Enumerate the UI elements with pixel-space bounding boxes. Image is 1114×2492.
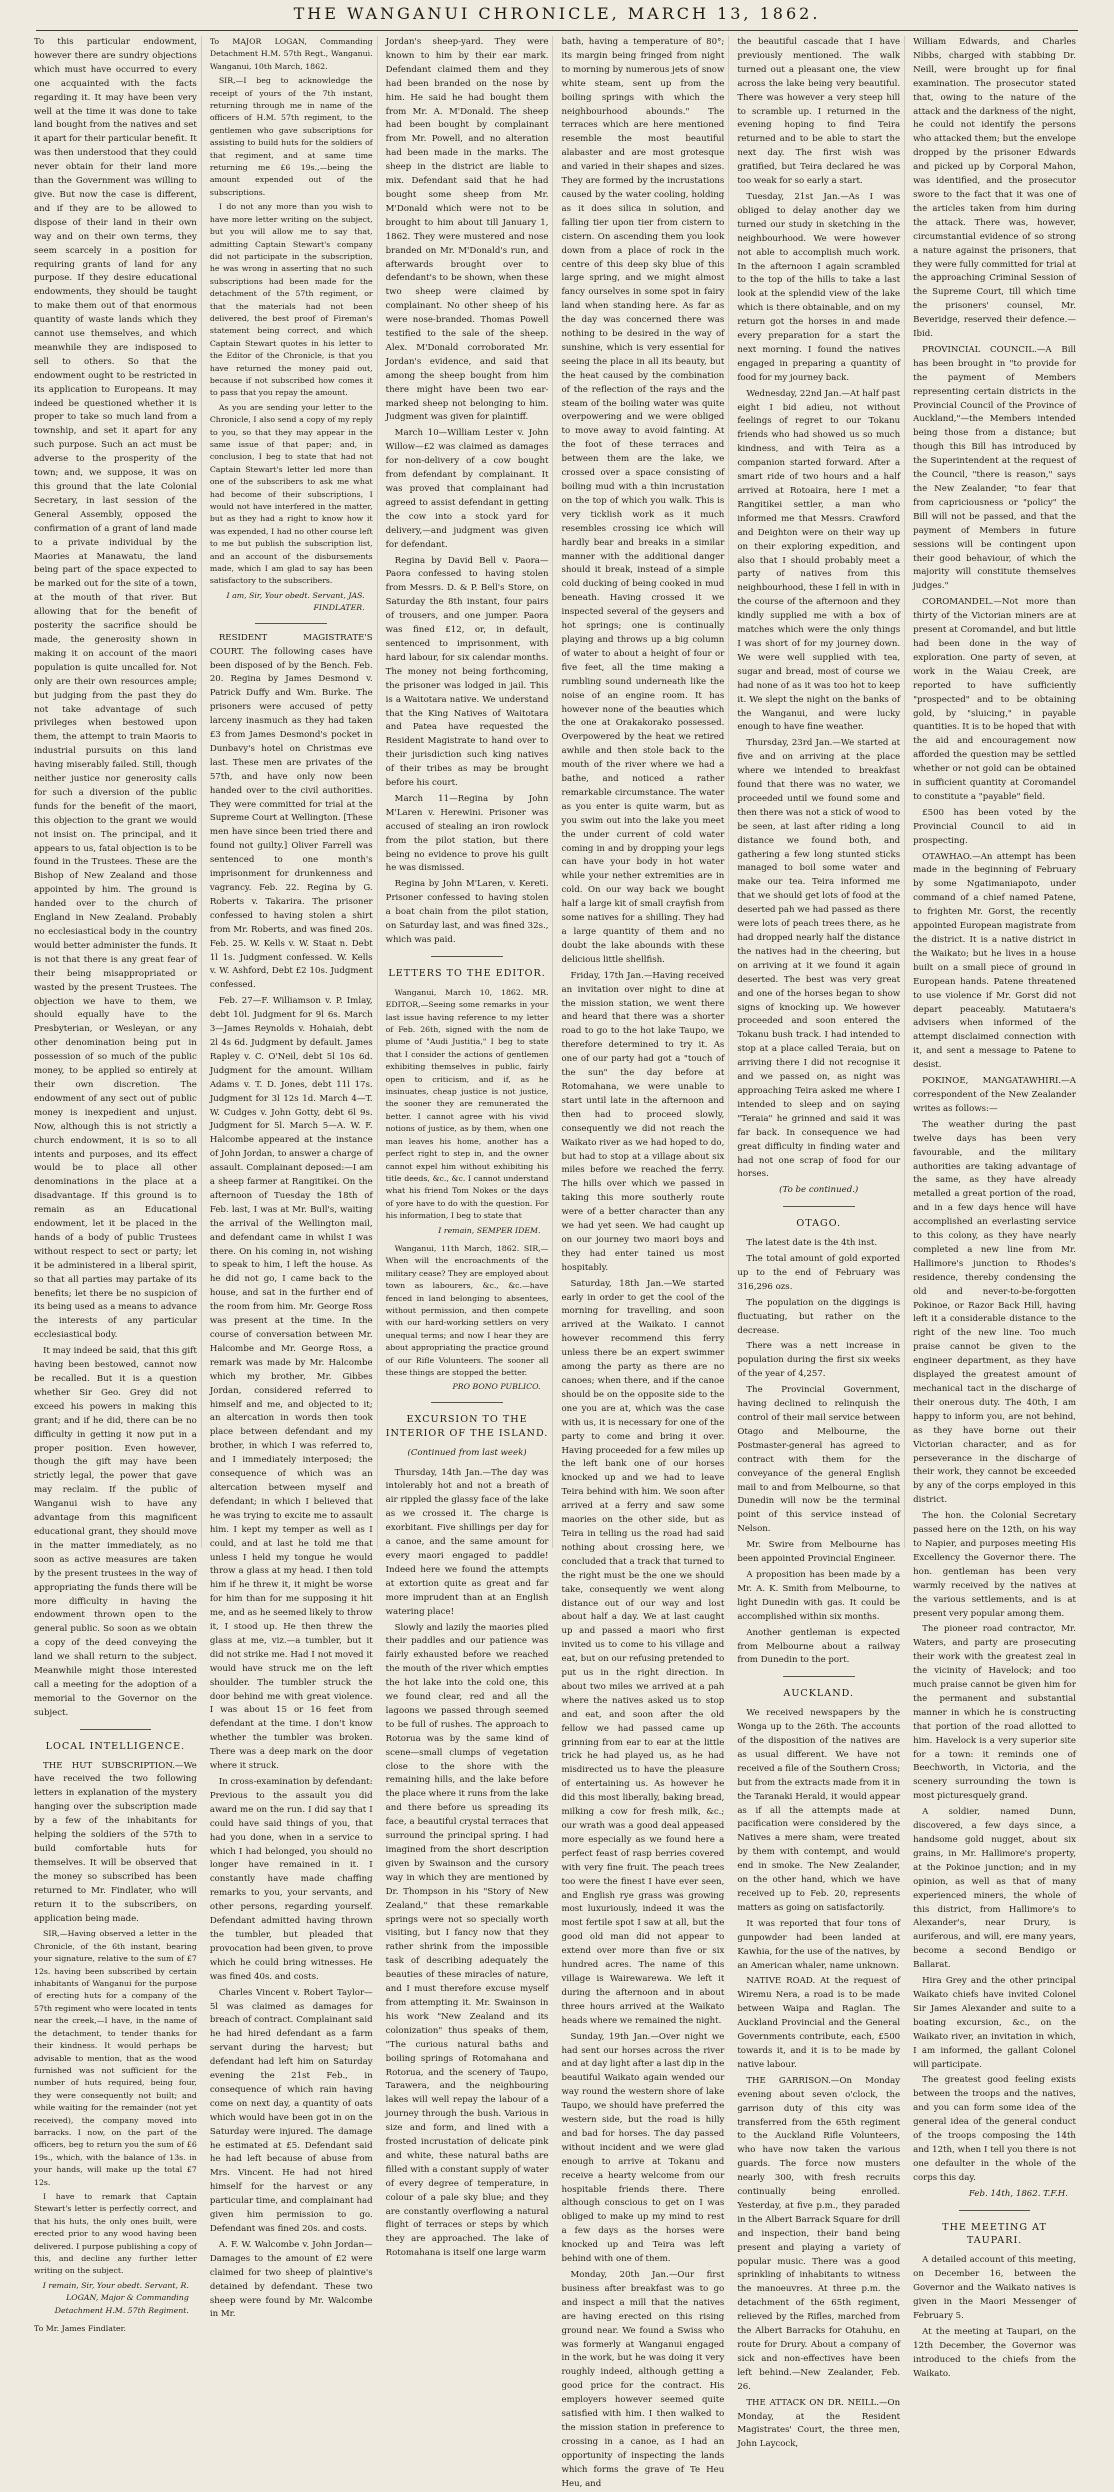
article-paragraph: Monday, 20th Jan.—Our first business after breakfast was to go and inspect a mill that the natives are having erected on this rising ground near. We found a Swiss who was formerly at Wanganui engaged in the work, but he was doing it very roughly indeed, although getting a good price for the contract. His employers however seemed quite satisfied with him. I then walked to the mission station in preference to crossing in a canoe, as I had an opportunity of inspecting the lands which forms the grave of Te Heu Heu, and <box>561 2270 725 2489</box>
masthead-rule <box>36 30 1078 31</box>
article-paragraph: THE HUT SUBSCRIPTION.—We have received the two following letters in explanation of the mystery hanging over the subscription made by a few of the inhabitants for helping the soldiers of the 57th to build comfortable huts for themselves. It will be observed that the money so subscribed has been returned to Mr. Findlater, who will return it to the subscribers, on application being made. <box>34 1760 197 1924</box>
letter-address: To MAJOR LOGAN, Commanding Detachment H.M. 57th Regt., Wanganui. Wanganui, 10th March, 1862. <box>209 37 373 71</box>
article-paragraph: Feb. 27—F. Williamson v. P. Imlay, debt 10l. Judgment for 9l 6s. March 3—James Reynolds v. Hohaiah, debt 2l 4s 6d. Judgment by default. James Rapley v. C. O'Neil, debt 5l 10s 6d. Judgment for the amount. William Adams v. T. D. Jones, debt 11l 17s. Judgment for 3l 12s 1d. March 4—T. W. Cudges v. John Gotty, debt 6l 9s. Judgment for 5l. March 5—A. W. F. Halcombe appeared at the instance of John Jordan, to answer a charge of assault. Complainant deposed:—I am a sheep farmer at Rangitikei. On the afternoon of Tuesday the 18th of Feb. last, I was at Mr. Bull's, waiting the arrival of the Wellington mail, and defendant came in whilst I was there. On his coming in, not wishing to speak to him, I left the house. As he did not go, I came back to the house, and sat in the further end of the room from him. Mr. George Ross was present at the time. In the course of conversation between Mr. Halcombe and Mr. George Ross, a remark was made by Mr. Halcombe which my brother, Mr. Gibbes Jordan, considered referred to himself and me, and objected to it; an altercation in words then took place between defendant and my brother, in which I was referred to, and I immediately interposed; the consequence of which was an altercation between myself and defendant; in which I believed that he was trying to excite me to assault him. I kept my temper as well as I could, and at last he told me that unless I held my tongue he would throw a glass at my head. I then told him if he threw it, it might be worse for him than for me supposing it hit me, and as he seemed likely to throw it, I stood up. He then threw the glass at me, viz.—a tumbler, but it did not strike me. Had I not moved it would have struck me on the left shoulder. The tumbler struck the door behind me with great violence. I was about 15 or 16 feet from defendant at the time. I don't know whether the tumbler was broken. There was a deep mark on the door where it struck. <box>209 996 373 1772</box>
article-paragraph: Sunday, 19th Jan.—Over night we had sent our horses across the river and at day light after a last dip in the beautiful Waikato again wended our way round the western shore of lake Taupo, we should have preferred the western side, but the road is hilly and bad for horses. The day passed without incident and we were glad enough to arrive at Tokanu and receive a hearty welcome from our hospitable friends there. There although conscious to get on I was obliged to make up my mind to rest a few days as the horses were knocked up and Teira was left behind with one of them. <box>561 2031 725 2265</box>
column-1 <box>34 36 202 2334</box>
column-3 <box>385 36 554 2259</box>
article-paragraph: Thursday, 23rd Jan.—We started at five and on arriving at the place where we intended to breakfast found that there was no water, we proceeded until we found some and then there was not a stick of wood to be seen, at last after riding a long distance we found both, and gathering a few long stunted sticks managed to boil some water and make our tea. Teira informed me that we should get lots of food at the deserted pah we had passed as there were lots of peach trees there, as he had dropped nearly half the distance the natives had in the cheering, but on arriving at it we found it again deserted. The best was very great and one of the horses began to show signs of knocking up. We however proceeded and soon entered the Tokanu bush track. I had intended to stop at a place called Teraia, but on arriving there I did not recognise it and we passed on, as night was approaching Teira asked me where I intended to sleep and on saying "Teraia" he grinned and said it was far back. In consequence we had great difficulty in finding water and had not one scrap of food for our horses. <box>737 738 901 1180</box>
article-paragraph: Thursday, 14th Jan.—The day was intolerably hot and not a breath of air rippled the glassy face of the lake as we crossed it. The charge is exorbitant. Five shillings per day for a canoe, and the same amount for every maori engaged to paddle! Indeed here we found the attempts at extortion quite as great and far more imprudent than at an English watering place! <box>385 1467 549 1617</box>
column-2 <box>209 36 378 2320</box>
article-paragraph: Charles Vincent v. Robert Taylor—5l was claimed as damages for breach of contract. Complainant said he had hired defendant as a farm servant during the harvest; but defendant had left him on Saturday evening the 21st Feb., in consequence of which rain having come on next day, a quantity of oats which would have been got in on the Saturday were injured. The damage he estimated at £5. Defendant said he had left because of abuse from Mrs. Vincent. He had not hired himself for the harvest or any particular time, and complainant had given him permission to go. Defendant was fined 20s. and costs. <box>209 1987 373 2234</box>
article-paragraph: THE GARRISON.—On Monday evening about seven o'clock, the garrison duty of this city was transferred from the 65th regiment to the Auckland Rifle Volunteers, who have now taken the various guards. The force now musters nearly 300, with fresh recruits continually being enrolled. Yesterday, at five p.m., they paraded in the Albert Barrack Square for drill and inspection, their band being present and playing a variety of popular music. There was a good sprinkling of inhabitants to witness the manoeuvres. At three p.m. the detachment of the 65th regiment, relieved by the Rifles, marched from the Albert Barracks for Otahuhu, en route for Drury. About a company of sick and non-effectives have been left behind.—New Zealander, Feb. 26. <box>737 2075 901 2392</box>
divider <box>783 1676 855 1677</box>
section-heading: LETTERS TO THE EDITOR. <box>388 967 546 979</box>
letter-signature: PRO BONO PUBLICO. <box>452 1382 541 1392</box>
article-paragraph: RESIDENT MAGISTRATE'S COURT. The following cases have been disposed of by the Bench. Feb. 20. Regina by James Desmond v. Patrick Duffy and Wm. Burke. The prisoners were accused of petty larceny inasmuch as they had taken £3 from James Desmond's pocket in Dunbavy's hotel on Christmas eve last. These men are privates of the 57th, and have only now been handed over to the civil authorities. They were committed for trial at the Supreme Court at Wellington. [These men have since been tried there and found not guilty.] Oliver Farrell was sentenced to one month's imprisonment for drunkenness and vagrancy. Feb. 22. Regina by G. Roberts v. Takarira. The prisoner confessed to having stolen a shirt from Mr. Roberts, and was fined 20s. Feb. 25. W. Kells v. W. Staat n. Debt 1l 1s. Judgment confessed. W. Kells v. W. Ashford, Debt £2 10s. Judgment confessed. <box>209 632 373 991</box>
article-paragraph: To this particular endowment, however there are sundry objections which must have occurred to every one acquainted with the facts regarding it. It may have been very well at the time it was done to take land bought from the natives and set it apart for their particular benefit. It was then understood that they could never obtain for their land more than the Government was willing to give. But now the case is different, and if they are to be allowed to dispose of their land in their own way and on their own terms, they seem scarcely in a position for requiring grants of land for any purpose. If they desire educational endowments, they should be taught to make them out of that enormous quantity of waste lands which they cannot use themselves, and which meanwhile they are indisposed to sell to others. So that the endowment ought to be restricted in its application to Europeans. It may indeed be questioned whether it is proper to take so much land from a township, and set it apart for any such purpose. Such an act must be adverse to the prosperity of the town; and, we suppose, it was on this ground that the late Colonial Secretary, in last session of the General Assembly, opposed the confirmation of a grant of land made to a private individual by the Maories at Manawatu, the land being part of the space expected to be marked out for the site of a town, at the mouth of that river. But allowing that for the benefit of posterity the sacrifice should be made, the generosity shown in making it on account of the maori population is quite uncalled for. Not only are their own resources ample; but judging from the past they do not take advantage of such privileges when bestowed upon them, the attempt to train Maoris to industrial pursuits on this land having miserably failed. Still, though neither justice nor generosity calls for such a diversion of the public funds for the benefit of the maori, this objection to the grant we would not insist on. The principal, and it appears to us, fatal objection is to be found in the Trustees. These are the Bishop of New Zealand and those appointed by him. The ground is handed over to the church of England in New Zealand. Probably no ecclesiastical body in the country would better administer the funds. It is not that there is any great fear of their being misappropriated or wasted by the present Trustees. The objection we have to them, we should equally have to the Presbyterian, or Wesleyan, or any other denomination being put in possession of so much of the public money, to be applied so entirely at their own discretion. The endowment of any sect out of public money is inexpedient and unjust. Now, although this is not strictly a church endowment, it is so to all intents and purposes, and its effect would be to place all other denominations in the place at a disadvantage. If this ground is to remain as an Educational endowment, let it be placed in the hands of a body of public Trustees without respect to sect or party; let it be administered in a liberal spirit, so that all parties may partake of its benefits; let there be no suspicion of its being used as a means to advance the interests of any particular ecclesiastical body. <box>34 37 197 1341</box>
divider <box>783 1206 855 1207</box>
column-4 <box>561 36 729 2489</box>
letter-paragraph: SIR,—Having observed a letter in the Chronicle, of the 6th instant, bearing your signature, relative to the sum of £7 12s. having been subscribed by certain inhabitants of Wanganui for the purpose of erecting huts for a company of the 57th regiment who were located in tents near the creek,—I have, in the name of the detachment, to tender thanks for their kindness. It would perhaps be advisable to mention, that as the wood furnished was not sufficient for the number of huts required, being four, they were consequently not built; and while waiting for the remainder (not yet received), the company moved into barracks. I now, on the part of the officers, beg to return you the sum of £6 19s., which, with the balance of 13s. in your hands, will make up the total £7 12s. <box>34 1929 197 2187</box>
article-paragraph: POKINOE, MANGATAWHIRI.—A correspondent of the New Zealander writes as follows:— <box>913 1076 1076 1114</box>
article-paragraph: The total amount of gold exported up to the end of February was 316,296 ozs. <box>737 1254 901 1292</box>
letter-paragraph: Wanganui, 11th March, 1862. SIR,—When will the encroachments of the military cease? They are employed about town as labourers, &c., &c.—have fenced in land belonging to absentees, without permission, and then compete with our hard-working settlers on very unequal terms; and now I hear they are about appropriating the practice ground of our Rifle Volunteers. The sooner all these things are stopped the better. <box>385 1243 549 1377</box>
article-paragraph: NATIVE ROAD. At the request of Wiremu Nera, a road is to be made between Waipa and Raglan. The Auckland Provincial and the General Governments contribute, each, £500 towards it, and it is to be made by native labour. <box>737 1976 901 2070</box>
letter-paragraph: SIR,—I beg to acknowledge the receipt of yours of the 7th instant, returning through me in name of the officers of H.M. 57th regiment, to the gentlemen who gave subscriptions for assisting to build huts for the soldiers of that regiment, and at same time returning me £6 19s.,—being the amount expended out of the subscriptions. <box>209 76 373 197</box>
article-paragraph: OTAWHAO.—An attempt has been made in the beginning of February by some Ngatimaniapoto, under command of a chief named Patene, to frighten Mr. Gorst, the recently appointed European magistrate from the district. It is a native district in the Waikato; but he lives in a house built on a small piece of ground in European hands. Patene threatened to use violence if Mr. Gorst did not depart peaceably. Matutaera's advisers when informed of the attempt disclaimed connection with it, and sent a message to Patene to desist. <box>913 851 1076 1071</box>
article-paragraph: Slowly and lazily the maories plied their paddles and our patience was fairly exhausted before we reached the mouth of the river which empties the hot lake into the cold one, this we found clear, red and all the lagoons we passed through seemed to be full of rushes. The approach to Rotorua was by the same kind of scene—small clumps of vegetation close to the shore with the remaining hills, and the lake before the place where it runs from the lake and there before us spreading its face, a beautiful crystal terraces that surround the principal spring. I had imagined from the short description given by Swainson and the cursory way in which they are mentioned by Dr. Thompson in his "Story of New Zealand," that these remarkable springs were not so specially worth visiting, but I fancy now that they rather shrink from the impossible task of describing adequately the beauties of these miracles of nature, and I must therefore excuse myself from attempting it. Mr. Swainson in his work "New Zealand and its colonization" thus speaks of them, "The curious natural baths and boiling springs of Rotomahana and Rotorua, and the scenery of Taupo, Tarawera, and the neighbouring lakes will well repay the labour of a journey through the bush. Various in size and form, and lined with a frosted incrustation of delicate pink and white, these natural baths are filled with a constant supply of water of every degree of temperature, in colour of a pale sky blue; and they are constantly overflowing a natural flight of terraces or steps by which they are approached. The lake of Rotomahana is itself one large warm <box>385 1622 549 2259</box>
article-paragraph: Wednesday, 22nd Jan.—At half past eight I bid adieu, not without feelings of regret to our Tokanu friends who had showed us so much kindness, and with Teira as a companion started forward. After a smart ride of two hours and a half arrived at Rotoaira, here I met a Rangitikei settler, a man who informed me that Messrs. Crawford and Deighton were on their way up on their exploring expedition, and also that I should probably meet a party of natives from this neighbourhood, these I fell in with in the course of the afternoon and they kindly supplied me with a box of matches which were the only things I was short of for my journey down. We were well supplied with tea, sugar and bread, most of course we had none of as it was too hot to keep it. We slept the night on the banks of the Wanganui, and were lucky enough to have fine weather. <box>737 388 901 733</box>
masthead <box>0 4 1114 30</box>
article-paragraph: Regina by David Bell v. Paora—Paora confessed to having stolen from Messrs. D. & P. Bell's Store, on Saturday the 8th instant, four pairs of trousers, and one jumper. Paora was fined £12, or, in default, sentenced to imprisonment, with hard labour, for six calendar months. The money not being forthcoming, the prisoner was lodged in jail. This is a Waitotara native. We understand that the King Natives of Waitotara and Patea have requested the Resident Magistrate to hand over to their jurisdiction such king natives of their tribes as may be brought before his court. <box>385 555 549 789</box>
section-heading: EXCURSION TO THE INTERIOR OF THE ISLAND. <box>385 1413 549 1439</box>
article-paragraph: Regina by John M'Laren, v. Kereti. Prisoner confessed to having stolen a boat chain from the pilot station, on Saturday last, and was fined 32s., which was paid. <box>385 879 549 945</box>
article-paragraph: £500 has been voted by the Provincial Council to aid in prospecting. <box>913 807 1076 846</box>
article-paragraph: A proposition has been made by a Mr. A. K. Smith from Melbourne, to light Dunedin with gas. It could be accomplished within six months. <box>737 1569 901 1622</box>
article-paragraph: It may indeed be said, that this gift having been bestowed, cannot now be recalled. But it is a question whether Sir Geo. Grey did not exceed his powers in making this grant; and if he did, there can be no difficulty in getting it now put in a proper position. Even however, though the gift may have been strictly legal, the power that gave may reclaim. If the public of Wanganui wish to have any advantage from this magnificent educational grant, they should move in the matter immediately, as no soon as active measures are taken by the present trustees in the way of appropriating the funds there will be more difficulty in having the endowment thrown open to the general public. So soon as we obtain a copy of the deed conveying the land we shall return to the subject. Meanwhile might those interested call a meeting for the adoption of a memorial to the Governor on the subject. <box>34 1346 197 1718</box>
section-heading: OTAGO. <box>796 1218 842 1230</box>
article-paragraph: The latest date is the 4th inst. <box>746 1238 878 1249</box>
letter-signature: I remain, SEMPER IDEM. <box>438 1225 541 1235</box>
article-paragraph: We received newspapers by the Wonga up to the 26th. The accounts of the disposition of the natives are as usual different. We have not received a file of the Southern Cross; but from the extracts made from it in the Taranaki Herald, it would appear as if all the attempts made at pacification were considered by the Natives a mere sham, were treated by them with contempt, and would end in smoke. The New Zealander, on the other hand, which we have received up to Feb. 20, represents matters as going on satisfactorily. <box>737 1708 901 1913</box>
article-paragraph: Jordan's sheep-yard. They were known to him by their ear mark. Defendant claimed them and they had been branded on the nose by him. He said he had bought them from Mr. A. M'Donald. The sheep had been bought by complainant from Mr. Powell, and no alteration had been made in the marks. The sheep in the district are liable to mix. Defendant said that he had bought some sheep from Mr. M'Donald which were not to be brought to him about till January 1, 1862. They were mustered and nose branded on Mr. M'Donald's run, and afterwards brought over to defendant's to be shown, when these two sheep were claimed by complainant. No other sheep of his were nose-branded. Thomas Powell testified to the sale of the sheep. Alex. M'Donald corroborated Mr. Jordan's evidence, and said that among the sheep bought from him there might have been two ear-marked sheep not belonging to him. Judgment was given for plaintiff. <box>385 37 549 423</box>
article-paragraph: Tuesday, 21st Jan.—As I was obliged to delay another day we turned our study in sketching in the neighbourhood. We were however not able to accomplish much work. In the afternoon I again scrambled to the top of the hills to take a last look at the splendid view of the lake which is there obtainable, and on my return got the horses in and made every preparation for a start the next morning. I found the natives engaged in preparing a quantity of food for my journey back. <box>737 191 901 383</box>
letter-paragraph: Wanganui, March 10, 1862. MR. EDITOR,—Seeing some remarks in your last issue having reference to my letter of Feb. 26th, signed with the nom de plume of "Audi Justitia," I beg to state that I consider the actions of gentlemen exhibiting themselves in public, fairly open to criticism, and if, as he insinuates, cheap justice is not justice, the sooner they are remunerated the better. I cannot agree with his vivid notions of justice, as by them, when one man leaves his home, another has a perfect right to step in, and the owner cannot expel him without exhibiting his title deeds, &c., &c. I cannot understand what his friend Tom Nokes or the days of yore have to do with the question. For his information, I beg to state that <box>385 987 549 1221</box>
letter-paragraph: I do not any more than you wish to have more letter writing on the subject, but you will allow me to say that, admitting Captain Stewart's company did not participate in the subscription, he was wrong in asserting that no such subscriptions had been made for the detachment of the 57th regiment, or that the materials had not been delivered, the best proof of Fireman's statement being correct, and which Captain Stewart quotes in his letter to the Editor of the Chronicle, is that you have returned the money paid out, because if not subscribed how comes it to pass that you repay the amount. <box>209 202 373 398</box>
article-paragraph: The weather during the past twelve days has been very favourable, and the military authorities are taking advantage of the same, as they have already metalled a great portion of the road, and in a few days hence will have accomplished an everlasting service to this colony, as they have nearly completed a new line from Mr. Hallimore's junction to Rhodes's residence, thereby condensing the old and never-to-be-forgotten Pokinoe, or Razor Back Hill, having left it a considerable distance to the right of the new line. Too much praise cannot be given to the engineer department, as they have displayed the greatest amount of mechanical tact in the discharge of their onerous duty. The 40th, I am happy to inform you, are not behind, as they have borne out their Victorian character, and as for perseverance in the discharge of their work, they cannot be exceeded by any of the corps employed in this district. <box>913 1119 1076 1506</box>
article-paragraph: bath, having a temperature of 80°; its margin being fringed from night to morning by numerous jets of snow white steam, sent up from the boiling springs with which the neighbourhood abounds." The terraces which are here mentioned resemble the most beautiful alabaster and are most grotesque and varied in their shapes and sizes. They are formed by the incrustations caused by the water cooling, holding as it does silica in solution, and falling tier upon tier from cistern to cistern. On ascending them you look down from a place of rock in the centre of this deep sky blue of this large spring, and we might almost fancy ourselves in some spot in fairy land when standing here. As far as the day was concerned there was nothing to be desired in the way of sunshine, which is very essential for seeing the place in all its beauty, but the heat caused by the combination of the reflection of the rays and the steam of the boiling water was quite overpowering and we were obliged to move away to avoid fainting. At the foot of these terraces and between them are the lake, we crossed over a space consisting of boiling mud with a thin incrustation on the top of which you walk. This is very ticklish work as it much resembles crossing ice which will hardly bear and breaks in a similar manner with the additional danger should it break, instead of a simple cold ducking of being cooked in mud beneath. Having crossed it we inspected several of the geysers and hot springs; one is continually playing and throws up a big column of water to about a height of four or five feet, all the time making a rumbling sound underneath like the noise of an engine room. It has however none of the beauties which the one at Orakakorako possessed. Overpowered by the heat we retired awhile and then stole back to the mouth of the river where we had a bathe, and noticed a rather remarkable circumstance. The water as you enter is quite warm, but as you swim out into the lake you meet the under current of cold water coming in and by dropping your legs can have your body in hot water while your nether extremities are in cold. On our way back we bought half a large kit of small crayfish from some natives for a shilling. They had a large quantity of them and no doubt the lake abounds with these delicious little shellfish. <box>561 37 725 965</box>
article-paragraph: The Provincial Government, having declined to relinquish the control of their mail service between Otago and Melbourne, the Postmaster-general has agreed to contract with them for the conveyance of the general English mail to and from Melbourne, so that Dunedin will now be the terminal point of this service instead of Nelson. <box>737 1385 901 1535</box>
divider <box>80 1729 152 1730</box>
article-paragraph: A detailed account of this meeting, on December 16, between the Governor and the Waikato natives is given in the Maori Messenger of February 5. <box>913 2255 1076 2321</box>
column-5 <box>737 36 905 2450</box>
letter-signature: I am, Sir, Your obedt. Servant, JAS. FINDLATER. <box>226 590 365 613</box>
article-paragraph: March 11—Regina by John M'Laren v. Herewini. Prisoner was accused of stealing an iron rowlock from the pilot station, but there being no evidence to prove his guilt he was dismissed. <box>385 793 549 874</box>
newspaper-title: THE WANGANUI CHRONICLE, MARCH 13, 1862. <box>293 4 821 23</box>
article-paragraph: THE ATTACK ON DR. NEILL.—On Monday, at the Resident Magistrates' Court, the three men, John Laycock, <box>737 2397 901 2450</box>
section-heading: THE MEETING AT TAUPARI. <box>942 2221 1047 2247</box>
article-paragraph: At the meeting at Taupari, on the 12th December, the Governor was introduced to the chiefs from the Waikato. <box>913 2326 1076 2379</box>
article-paragraph: In cross-examination by defendant: Previous to the assault you did award me on the run. I did say that I could have said things of you, that had you done, when in a service to which I had belonged, you should no longer have remained in it. I constantly have made chaffing remarks to you, your servants, and other persons, regarding yourself. Defendant admitted having thrown the tumbler, but pleaded that provocation had been given, to prove which he could bring witnesses. He was fined 40s. and costs. <box>209 1777 373 1982</box>
letter-paragraph: I have to remark that Captain Stewart's letter is perfectly correct, and that his huts, the only ones built, were erected prior to any wood having been delivered. I purpose publishing a copy of this, and decline any further letter writing on the subject. <box>34 2191 197 2276</box>
article-paragraph: The population on the diggings is fluctuating, but rather on the decrease. <box>737 1297 901 1336</box>
section-heading: LOCAL INTELLIGENCE. <box>45 1740 186 1752</box>
article-paragraph: Saturday, 18th Jan.—We started early in order to get the cool of the morning for travelling, and soon arrived at the Waikato. I cannot however recommend this ferry unless there be an expert swimmer among the party as there are no canoes; when there, and if the canoe should be on the opposite side to the one you are at, which was the case with us, it is necessary for one of the party to come and bring it over. Having proceeded for a few miles up the left bank one of our horses knocked up and we had to leave Teira behind with him. We soon after arrived at a ferry and saw some maories on the other side, but as Teira in telling us the road had said nothing about crossing here, we concluded that a track that turned to the right must be the one we should take, consequently we went along distance out of our way and lost about half a day. We at last caught up and passed a maori who first invited us to come to his village and eat, but on our refusing pretended to put us in the right direction. In about two miles we arrived at a pah where the natives asked us to stop and eat, and soon after the old fellow we had passed came up grinning from ear to ear at the little trick he had played us, as he had misdirected us to have the pleasure of entertaining us. As however he did this most liberally, baking bread, milking a cow for fresh milk, &c.; our wrath was a good deal appeased more especially as we found here a perfect feast of rasp berries covered with very fine fruit. The peach trees too were the finest I have ever seen, and English rye grass was growing most luxuriously, indeed it was the most fertile spot I saw at all, but the good old man did not appear to extend over more than five or six hundred acres. The name of this village is Wairewarewa. We left it during the afternoon and in about three hours arrived at the Waikato heads where we remained the night. <box>561 1278 725 2026</box>
article-paragraph: The greatest good feeling exists between the troops and the natives, and you can form some idea of the general idea of the general conduct of the troops composing the 14th and 12th, when I tell you there is not one defaulter in the whole of the corps this day. <box>913 2075 1076 2183</box>
section-subheading: (Continued from last week) <box>407 1447 527 1458</box>
article-paragraph: the beautiful cascade that I have previously mentioned. The walk turned out a pleasant one, the view across the lake being very beautiful. There was however a very steep hill to scramble up. I returned in the evening hoping to find Teira returned and to be able to start the next day. The first wish was gratified, but Teira declared he was too weak for so early a start. <box>737 37 901 187</box>
newspaper-columns <box>34 36 1080 2489</box>
article-paragraph: A soldier, named Dunn, discovered, a few days since, a handsome gold nugget, about six grains, in Mr. Hallimore's property, at the Pokinoe junction; and in my opinion, as well as that of many experienced miners, the whole of this district, from Hallimore's to Alexander's, near Drury, is auriferous, and will, ere many years, become a second Bendigo or Ballarat. <box>913 1807 1076 1971</box>
letter-paragraph: As you are sending your letter to the Chronicle, I also send a copy of my reply to you, so that they may appear in the same issue of that paper; and, in conclusion, I beg to state that had not Captain Stewart's letter led more than one of the subscribers to ask me what had become of their subscriptions, I would not have interfered in the matter, but as they had a right to know how it was expended, I had no other course left to me but publish the subscription list, and an account of the disbursements made, which I am glad to say has been satisfactory to the subscribers. <box>209 402 373 586</box>
divider <box>959 2210 1031 2211</box>
article-paragraph: March 10—William Lester v. John Willow—£2 was claimed as damages for non-delivery of a cow bought from defendant by complainant. It was proved that complainant had agreed to assist defendant in getting the cow into a stock yard for delivery,—and judgment was given for defendant. <box>385 428 549 550</box>
article-paragraph: Another gentleman is expected from Melbourne about a railway from Dunedin to the port. <box>737 1627 901 1666</box>
article-paragraph: The hon. the Colonial Secretary passed here on the 12th, on his way to Napier, and purposes meeting His Excellency the Governor there. The hon. gentleman has been very warmly received by the natives at the various settlements, and is at present very popular among them. <box>913 1511 1076 1619</box>
divider <box>431 956 503 957</box>
letter-signature: I remain, Sir, Your obedt. Servant, R. LOGAN, Major & Commanding Detachment H.M. 57th Regiment. <box>42 2280 189 2315</box>
article-paragraph: COROMANDEL.—Not more than thirty of the Victorian miners are at present at Coromandel, and but little had been done in the way of exploration. One party of seven, at work in the Waiau Creek, are reported to have sufficiently "prospected" and to be obtaining gold, by "sluicing," in payable quantities. It is to be hoped that with the aid and encouragement now afforded the question may be settled whether or not gold can be obtained in sufficient quantity at Coromandel to constitute a "payable" field. <box>913 597 1076 802</box>
article-paragraph: Friday, 17th Jan.—Having received an invitation over night to dine at the mission station, we went there and heard that there was a shorter road to go to the hot lake Taupo, we therefore determined to try it. As one of our party had got a "touch of the sun" the day before at Rotomahana, we were unable to start until late in the afternoon and then had to proceed slowly, consequently we did not reach the Waikato river as we had hoped to do, but had to stop at a village about six miles before we reached the ferry. The hills over which we passed in taking this more southerly route were of a better character than any we had yet seen. We had caught up on our journey two maori boys and they had enter tained us most hospitably. <box>561 970 725 1273</box>
article-paragraph: PROVINCIAL COUNCIL.—A Bill has been brought in "to provide for the payment of Members representing certain districts in the Provincial Council of the Province of Auckland,"—the Members intended being those from a distance; but though this Bill has introduced by the Superintendent at the request of the Council, "there is reason," says the New Zealander, "to fear that from capriciousness or "policy" the Bill will not be passed, and that the payment of Members in future sessions will be contingent upon their good behaviour, of which the majority will constitute themselves judges." <box>913 344 1076 592</box>
divider <box>431 1402 503 1403</box>
article-paragraph: Hira Grey and the other principal Waikato chiefs have invited Colonel Sir James Alexander and suite to a boating excursion, &c., on the Waikato river, an invitation in which, I am informed, the gallant Colonel will participate. <box>913 1976 1076 2070</box>
article-paragraph: A. F. W. Walcombe v. John Jordan—Damages to the amount of £2 were claimed for two sheep of plaintive's detained by defendant. These two sheep were found by Mr. Walcombe in Mr. <box>209 2239 373 2320</box>
article-paragraph: The pioneer road contractor, Mr. Waters, and party are prosecuting their work with the greatest zeal in the vicinity of Havelock; and too much praise cannot be given him for the permanent and substantial manner in which he is constructing that portion of the road allotted to him. Havelock is a very superior site for a town: it reminds one of Beechworth, in Victoria, and the scenery surrounding the town is most picturesquely grand. <box>913 1624 1076 1802</box>
article-paragraph: William Edwards, and Charles Nibbs, charged with stabbing Dr. Neill, were brought up for final examination. The prosecutor stated that, owing to the nature of the attack and the darkness of the night, he could not identify the persons who attacked them; but the envelope dropped by the prisoner Edwards and picked up by Corporal Mahon, was identified, and the prosecutor swore to the fact that it was one of the articles taken from him during the attack. There was, however, circumstantial evidence of so strong a nature against the prisoners, that they were fully committed for trial at the approaching Criminal Session of the Supreme Court, till which time the prisoners' counsel, Mr. Beveridge, reserved their defence.—Ibid. <box>913 37 1076 340</box>
continued-note: (To be continued.) <box>779 1185 859 1196</box>
article-signature: Feb. 14th, 1862. T.F.H. <box>968 2188 1068 2199</box>
section-heading: AUCKLAND. <box>783 1688 855 1700</box>
article-paragraph: There was a nett increase in population during the first six weeks of the year of 4,257. <box>737 1341 901 1380</box>
letter-recipient: To Mr. James Findlater. <box>34 2324 126 2334</box>
article-paragraph: It was reported that four tons of gunpowder had been landed at Kawhia, for the use of the natives, by an American whaler, name unknown. <box>737 1918 901 1971</box>
column-6 <box>913 36 1080 2379</box>
article-paragraph: Mr. Swire from Melbourne has been appointed Provincial Engineer. <box>737 1540 901 1565</box>
divider <box>255 623 327 624</box>
